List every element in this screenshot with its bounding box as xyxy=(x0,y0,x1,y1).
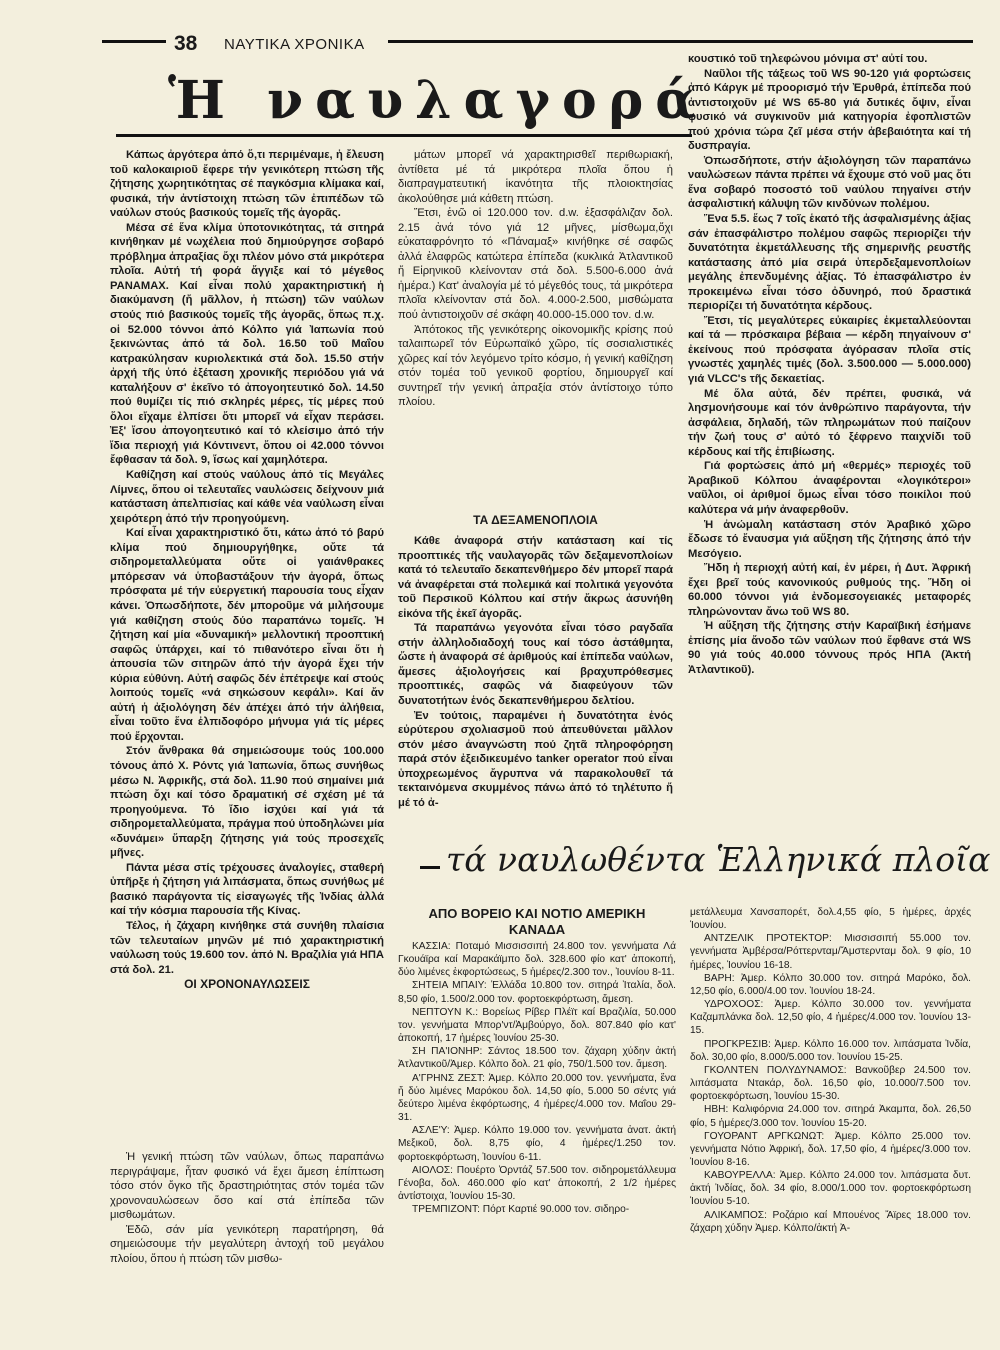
paragraph: Καθίζηση καί στούς ναύλους ἀπό τίς Μεγάλες Λίμνες, ὅπου οἱ τελευταῖες ναυλώσεις δείχνουν μιά κατάσταση ἀπελπισίας καί κάθε νέα ναύλωση εἶναι χειρότερη ἀπό τήν προηγούμενη. xyxy=(110,469,384,525)
header-rule-left xyxy=(102,40,166,43)
paragraph: Ἤδη ἡ περιοχή αὐτή καί, ἐν μέρει, ἡ Δυτ. Ἀφρική ἔχει βρεῖ τούς κανονικούς ρυθμούς της. Ἤδη οἱ 60.000 τόννοι γιά ἐνδομεσογειακές μεταφορές πληρώνονταν ἄνω τοῦ WS 80. xyxy=(688,562,971,618)
paragraph: Ἡ ἀνώμαλη κατάσταση στόν Ἀραβικό χῶρο ἔδωσε τό ἔναυσμα γιά αὔξηση τῆς ζήτησης ἀπό τήν Μεσόγειο. xyxy=(688,518,971,560)
article-column-3 xyxy=(688,52,971,678)
list-item: ΚΑΒΟΥΡΕΛΛΑ: Ἀμερ. Κόλπο 24.000 τον. λιπάσματα δυτ. ἀκτή Ἰνδίας, δολ. 34 φίο, 8.000/1.000 τον. φορτοεκφόρτωση Ἰουνίου 5-10. xyxy=(690,1170,971,1208)
paragraph: Ἔτσι, ἐνῶ οἱ 120.000 τον. d.w. ἐξασφάλιζαν δολ. 2.15 ἀνά τόνο γιά 12 μῆνες, μίσθωμα,ὄχι εὐκαταφρόνητο τό «Πάναμαξ» κινήθηκε σέ σαφῶς ἀλλά ἐλαφρῶς κατώτερα ἐπίπεδα (κυκλικά Ἀτλαντικοῦ ἤ Εἰρηνικοῦ κλείνονταν στά δολ. 5.500-6.000 ἀνά ἡμέρα.) Κατ' ἀναλογία μέ τό μέγεθός τους, τά μικρότερα πλοῖα κλείνονταν στά δολ. 4.000-2.500, μισθώματα πού ἀντιστοιχοῦν σέ σκάφη 40.000-15.000 τον. d.w. xyxy=(398,207,673,322)
paragraph: Ὁπωσδήποτε, στήν ἀξιολόγηση τῶν παραπάνω ναυλώσεων πάντα πρέπει νά ἔχουμε στό νοῦ μας ὅτι ἕνα σοβαρό ποσοστό τοῦ ναύλου πηγαίνει στήν ἀσφαλιστική κάλυψη τῶν κινδύνων πολέμου. xyxy=(688,154,971,211)
chartered-list-right xyxy=(690,906,971,1235)
list-item: ΝΕΠΤΟΥΝ Κ.: Βορείως Ρίβερ Πλέϊτ καί Βραζιλία, 50.000 τον. γεννήματα Μπορ'ντ/Ἀμβούργο, δολ. 807.840 φίο κατ' ἀποκοπή, 17 ἡμέρες Ἰουνίου 25-30. xyxy=(398,1006,676,1045)
paragraph: Καί εἶναι χαρακτηριστικό ὅτι, κάτω ἀπό τό βαρύ κλίμα πού δημιουργήθηκε, οὔτε τά σιδηρομεταλλεύματα οὔτε οἱ γαιάνθρακες μπόρεσαν νά ὑποβαστάξουν τήν ἀγορά, ὅπως πρόσφατα μέ τήν εὐεργετική παρουσία τους εἶχαν κάνει. Ὁπωσδήποτε, δέν μποροῦμε νά μιλήσουμε γιά καθίζηση στούς δύο παραπάνω τομεῖς. Ἡ ζήτηση καί μία «δυναμική» μελλοντική προοπτική σαφῶς ὑπάρχει, καί τό πιθανότερο εἶναι ὅτι ἡ ἀπουσία τῶν σιτηρῶν ἀπό τήν ἀγορά ἔχει τήν κύρια εὐθύνη. Αὐτή σαφῶς δέν ἐπέτρεψε καί στούς λοιπούς τομεῖς «νά σηκώσουν κεφάλι». Καί ἄν αὐτή ἡ ἀξιολόγηση δέν ἀπέχει ἀπό τήν ἀλήθεια, εἶναι τοῦτο ἕνα ἐλπιδοφόρο μήνυμα γιά τίς μέρες πού ἔρχονται. xyxy=(110,527,384,743)
list-item: ΗΒΗ: Καλιφόρνια 24.000 τον. σιτηρά Ἀκαμπα, δολ. 26,50 φίο, 5 ἡμέρες/3.000 τον. Ἰουνίου 15-20. xyxy=(690,1104,971,1129)
chartered-list-left xyxy=(398,906,676,1216)
paragraph: Ἐν τούτοις, παραμένει ἡ δυνατότητα ἑνός εὐρύτερου σχολιασμοῦ πού ἀπευθύνεται μᾶλλον στόν μέσο ἀναγνώστη πού ζητᾶ πληροφόρηση παρά στόν ἐξειδικευμένο tanker operator πού εἶναι ὑποχρεωμένος ἄγρυπνα νά παρακολουθεῖ τά τεκταινόμενα σκυμμένος πάνω ἀπό τό τηλέτυπο ἤ μέ τό ἀ- xyxy=(398,709,673,809)
list-item: ΓΚΟΛΝΤΕΝ ΠΟΛΥΔΥΝΑΜΟΣ: Βανκοῦβερ 24.500 τον. λιπάσματα Ντακάρ, δολ. 16,50 φίο, 10.000/7.500 τον. φορτοεκφόρτωση, Ἰουνίου 15-30. xyxy=(690,1064,971,1103)
list-item: ΚΑΣΣΙΑ: Ποταμό Μισσισσιπή 24.800 τον. γεννήματα Λά Γκουάϊρα καί Μαρακάϊμπο δολ. 328.600 φίο κατ' ἀποκοπή, δύο λιμένες ἐκφορτώσεως, 5 ἡμέρες/2.300 τον., Ἰουνίου 8-11. xyxy=(398,941,676,979)
article-column-2-tanker xyxy=(398,534,673,810)
paragraph: Μέ ὅλα αὐτά, δέν πρέπει, φυσικά, νά λησμονήσουμε καί τόν ἀνθρώπινο παράγοντα, τήν ἀσφάλεια, δηλαδή, τῶν πληρωμάτων πού παίζουν τήν ζωή τους σ' αὐτό τό ξέφρενο παιχνίδι τοῦ κέρδους καί τῆς ἐπιβίωσης. xyxy=(688,387,971,458)
title-rule xyxy=(116,134,692,137)
tanker-heading: ΤΑ ΔΕΞΑΜΕΝΟΠΛΟΙΑ xyxy=(473,513,598,527)
section-rule xyxy=(420,866,440,869)
region-heading-line-2: ΚΑΝΑΔΑ xyxy=(508,922,566,937)
paragraph: Ἀπότοκος τῆς γενικότερης οἰκονομικῆς κρίσης πού ταλαιπωρεῖ τόν Εὐρωπαϊκό χῶρο, τίς σοσιαλιστικές χῶρες καί τόν λεγόμενο τρίτο κόσμο, ἡ γενική καθίζηση στόν τομέα τοῦ γενικοῦ φορτίου, δημιουργεῖ καί συντηρεῖ τήν γενική ἀπραξία στόν ἀντίστοιχο τύπο πλοίου. xyxy=(398,323,673,409)
list-item: ΣΗ ΠΑ'ΙΟΝΗΡ: Σάντος 18.500 τον. ζάχαρη χύδην ἀκτή Ἀτλαντικοῦ/Ἀμερ. Κόλπο δολ. 21 φίο, 750/1.500 τον. ἄμεση. xyxy=(398,1046,676,1071)
list-item: ΑΣΛΕ'Υ: Ἀμερ. Κόλπο 19.000 τον. γεννήματα ἀνατ. ἀκτή Μεξικοῦ, δολ. 8,75 φίο, 4 ἡμέρες/1.250 τον. φορτοεκφόρτωση, Ἰουνίου 6-11. xyxy=(398,1125,676,1163)
list-item: ΑΛΙΚΑΜΠΟΣ: Ροζάριο καί Μπουένος Ἄϊρες 18.000 τον. ζάχαρη χύδην Ἀμερ. Κόλπο/ἀκτή Ἀ- xyxy=(690,1209,971,1234)
paragraph: Γιά φορτώσεις ἀπό μή «θερμές» περιοχές τοῦ Ἀραβικοῦ Κόλπου ἀναφέρονται «λογικότεροι» ναῦλοι, οἱ ἀριθμοί ὅμως εἶναι τόσο ποικίλοι πού καλύτερα νά μήν ἀναφερθοῦν. xyxy=(688,460,971,516)
list-item: ΤΡΕΜΠΙΖΟΝΤ: Πόρτ Καρτιέ 90.000 τον. σιδηρο- xyxy=(412,1204,630,1216)
region-heading-line-1: ΑΠΟ ΒΟΡΕΙΟ ΚΑΙ ΝΟΤΙΟ ΑΜΕΡΙΚΗ xyxy=(428,906,646,921)
article-title: Ἡ ναυλαγορά xyxy=(168,70,708,131)
article-column-1 xyxy=(110,148,384,992)
list-item: ΥΔΡΟΧΟΟΣ: Ἀμερ. Κόλπο 30.000 τον. γεννήματα Καζαμπλάνκα δολ. 12,50 φίο, 4 ἡμέρες/4.000 τον. Ἰουνίου 13-15. xyxy=(690,999,971,1037)
paragraph: Ναῦλοι τῆς τάξεως τοῦ WS 90-120 γιά φορτώσεις ἀπό Κάργκ μέ προορισμό τήν Ἐρυθρά, ἐπίπεδα πού ἀντιστοιχοῦν μέ WS 65-80 γιά δυτικές ὄψιν, εἶναι φυσικό νά συγκινοῦν μιά κατηγορία ἐφοπλιστῶν πού χρόνια τώρα ζεῖ μέσα στήν ἀβεβαιότητα καί τή δυσπραγία. xyxy=(688,67,971,153)
list-item: ΑΙΟΛΟΣ: Πουέρτο Ὀρντάζ 57.500 τον. σιδηρομετάλλευμα Γένοβα, δολ. 460.000 φίο κατ' ἀποκοπή, 2 1/2 ἡμέρες ἀντίστοιχα, Ἰουνίου 15-30. xyxy=(398,1164,676,1202)
publication-name: ΝΑΥΤΙΚΑ ΧΡΟΝΙΚΑ xyxy=(224,36,365,53)
paragraph: μάτων μπορεῖ νά χαρακτηρισθεῖ περιθωριακή, ἀντίθετα μέ τά μικρότερα πλοῖα ὅπου ἡ διαπραγματευτική ἱκανότητα τῆς πλοιοκτησίας ἀκολούθησε μιά κάθετη πτώση. xyxy=(398,149,673,205)
paragraph: Τέλος, ἡ ζάχαρη κινήθηκε στά συνήθη πλαίσια τῶν τελευταίων μηνῶν μέ πιό χαρακτηριστική ναύλωση τούς 19.600 τον. ἀπό Ν. Βραζιλία γιά ΗΠΑ στά δολ. 21. xyxy=(110,919,384,976)
list-item: ΣΗΤΕΙΑ ΜΠΑΙΥ: Ἑλλάδα 10.800 τον. σιτηρά Ἰταλία, δολ. 8,50 φίο, 1.500/2.000 τον. φορτοεκφόρτωση, ἄμεση. xyxy=(398,980,676,1005)
paragraph: κουστικό τοῦ τηλεφώνου μόνιμα στ' αὐτί του. xyxy=(688,53,928,65)
article-column-1-tail xyxy=(110,1150,384,1266)
article-column-2 xyxy=(398,148,673,410)
paragraph: Ἔτσι, τίς μεγαλύτερες εὐκαιρίες ἐκμεταλλεύονται καί τά — πρόσκαιρα βέβαια — κέρδη πηγαίνουν σ' ἐκείνους πού πρόσφατα ἀγόρασαν πλοῖα στίς γνωστές χαμηλές τιμές (δολ. 3.500.000 — 5.000.000) γιά VLCC's τῆς δεκαετίας. xyxy=(688,314,971,386)
list-item: ΒΑΡΗ: Ἀμερ. Κόλπο 30.000 τον. σιτηρά Μαρόκο, δολ. 12,50 φίο, 6.000/4.00 τον. Ἰουνίου 18-24. xyxy=(690,972,971,997)
paragraph: Ἡ αὔξηση τῆς ζήτησης στήν Καραϊβική ἐσήμανε ἐπίσης μία ἄνοδο τῶν ναύλων πού ἔφθανε στά WS 90 γιά τούς 40.000 τόννους πρός ΗΠΑ (Ἀκτή Ἀτλαντικοῦ). xyxy=(688,620,971,676)
list-item: μετάλλευμα Χανσαπορέτ, δολ.4,55 φίο, 5 ἡμέρες, ἀρχές Ἰουνίου. xyxy=(690,907,971,932)
paragraph: Πάντα μέσα στίς τρέχουσες ἀναλογίες, σταθερή ὑπῆρξε ἡ ζήτηση γιά λιπάσματα, ὅπως συνήθως μέ βασικό παράγοντα τίς εἰσαγωγές τῆς Ἰνδίας ἀλλά καί τήν κόσμια παρουσία τῆς Κίνας. xyxy=(110,861,384,918)
chartered-ships-title: τά ναυλωθέντα Ἑλληνικά πλοῖα xyxy=(446,840,991,879)
header-rule-right xyxy=(388,40,973,43)
paragraph: Κάθε ἀναφορά στήν κατάσταση καί τίς προοπτικές τῆς ναυλαγορᾶς τῶν δεξαμενοπλοίων κατά τό τελευταῖο δεκαπενθήμερο δέν μπορεῖ παρά νά ἀναφέρεται στά πολεμικά καί πολιτικά γεγονότα τοῦ Περσικοῦ Κόλπου καί στήν ἄκρως ἀσυνήθη εἰκόνα τῆς ἐκεῖ ἀγορᾶς. xyxy=(398,535,673,620)
paragraph: Κάπως ἀργότερα ἀπό ὅ,τι περιμέναμε, ἡ ἔλευση τοῦ καλοκαιριοῦ ἔφερε τήν γενικότερη πτώση τῆς ζήτησης χωρητικότητας σέ παγκόσμια κλίμακα καί, φυσικά, τήν ἀντίστοιχη πτώση τῶν ἐπιπέδων τῶ ναύλων στούς βασικούς τομεῖς τῆς ἀγορᾶς. xyxy=(110,149,384,220)
list-item: ΓΟΥΟΡΑΝΤ ΑΡΓΚΩΝΩΤ: Ἀμερ. Κόλπο 25.000 τον. γεννήματα Νότιο Ἀφρική, δολ. 17,50 φίο, 4 ἡμέρες/3.000 τον. Ἰουνίου 8-16. xyxy=(690,1130,971,1168)
paragraph: Τά παραπάνω γεγονότα εἶναι τόσο ραγδαῖα στήν ἀλληλοδιαδοχή τους καί τόσο ἀστάθμητα, ὥστε ἡ ἀναφορά σέ ἀριθμούς καί ἐπίπεδα ναύλων, ἄμεσες ἀξιολογήσεις καί βραχυπρόθεσμες προοπτικές, σαφῶς νά διαφεύγουν τῶν δυνατοτήτων ἑνός δεκαπενθήμερου δελτίου. xyxy=(398,622,673,708)
page-number: 38 xyxy=(174,32,198,55)
paragraph: Μέσα σέ ἕνα κλίμα ὑποτονικότητας, τά σιτηρά κινήθηκαν μέ νωχέλεια πού δημιούργησε σοβαρό πρόβλημα ἀπραξίας ὄχι πλέον μόνο στά μικρότερα πλοῖα. Αὐτή τή φορά ἄγγιξε καί τό μέγεθος PANAMAX. Καί εἶναι πολύ χαρακτηριστική ἡ διακύμανση (ἤ μᾶλλον, ἡ πτώση) τῶν ναύλων στούς πιό βασικούς τομεῖς τῆς ἀγορᾶς, ὅπως π.χ. οἱ 52.000 τόννοι ἀπό Κόλπο γιά Ἰαπωνία πού ξεκινώντας ἀπό τά δολ. 16.50 τοῦ Μαΐου κατρακύλησαν κυριολεκτικά στά δολ. 15.50 στήν ἀρχή τῆς ὑπό ἐξέταση χρονικῆς περιόδου γιά νά καταλήξουν σ' ἐκεῖνο τό ἀπογοητευτικό δολ. 14.50 πού θυμίζει τίς πιό σκληρές μέρες, τίς μέρες πού ὅλοι εἴχαμε ἐλπίσει ὅτι μπορεῖ νά εἶχαν περάσει. Ἐξ' ἴσου ἀπογοητευτικό καί τό κλείσιμο ἀπό τήν ἴδια περιοχή γιά Κόντινεντ, ὅπου οἱ 42.000 τόννοι ἔφθασαν τά δολ. 9, ἴσως καί χαμηλότερα. xyxy=(110,221,384,467)
paragraph: Ἐδῶ, σάν μία γενικότερη παρατήρηση, θά σημειώσουμε τήν μεγαλύτερη ἀντοχή τοῦ μεγάλου πλοίου, ὅπου ἡ πτώση τῶν μισθω- xyxy=(110,1223,384,1265)
time-charter-heading: ΟΙ ΧΡΟΝΟΝΑΥΛΩΣΕΙΣ xyxy=(184,977,310,992)
list-item: Α'ΓΡΗΝΣ ΖΕΣΤ: Ἀμερ. Κόλπο 20.000 τον. γεννήματα, ἕνα ἤ δύο λιμένες Μαρόκου δολ. 14,50 φίο, 5.000 50 σέντς γιά δεύτερο λιμένα ἐκφόρτωσης, 4 ἡμέρες/4.000 τον. Μαΐου 29-31. xyxy=(398,1072,676,1124)
list-item: ΑΝΤΖΕΛΙΚ ΠΡΟΤΕΚΤΟΡ: Μισσισσιπή 55.000 τον. γεννήματα Ἀμβέρσα/Ρόττερνταμ/Ἄμστερνταμ δολ. 9 φίο, 10 ἡμέρες, Ἰουνίου 16-18. xyxy=(690,933,971,971)
paragraph: Στόν ἄνθρακα θά σημειώσουμε τούς 100.000 τόνους ἀπό Χ. Ρόντς γιά Ἰαπωνία, ὅπως συνήθως μέσω Ν. Ἀφρικῆς, στά δολ. 11.90 πού σημαίνει μιά πτώση ὄχι καί τόσο δραματική σέ σχέση μέ τά προηγούμενα. Τό ἴδιο ἰσχύει καί γιά τά σιδηρομεταλλεύματα, πράγμα πού ὑποδηλώνει μία «δυνάμει» ὕπαρξη ζήτησης γιά τούς προσεχεῖς μῆνες. xyxy=(110,745,384,860)
paragraph: Ἡ γενική πτώση τῶν ναύλων, ὅπως παραπάνω περιγράψαμε, ἦταν φυσικό νά ἔχει ἄμεση ἐπίπτωση τόσο στόν ὄγκο τῆς δραστηριότητας στόν τομέα τῶν χρονοναυλώσεων ὅσο καί στά ἐπίπεδα τῶν μισθωμάτων. xyxy=(110,1151,384,1222)
region-heading xyxy=(398,906,676,938)
list-item: ΠΡΟΓΚΡΕΣΙΒ: Ἀμερ. Κόλπο 16.000 τον. λιπάσματα Ἰνδία, δολ. 30,00 φίο, 8.000/5.000 τον. Ἰουνίου 15-25. xyxy=(690,1038,971,1063)
paragraph: Ἕνα 5.5. ἕως 7 τοῖς ἑκατό τῆς ἀσφαλισμένης ἀξίας σάν ἐπασφάλιστρο πολέμου σαφῶς περιορίζει τήν δυνατότητα ἐκμετάλλευσης τῆς σημερινῆς ρευστῆς κατάστασης ἀπό μία σειρά ὑπερδεξαμενοπλοίων μεγάλης ἐπενδυμένης ἀξίας. Τό ἐπασφάλιστρο ἐν προκειμένω εἶναι τόσο ὀδυνηρό, πού δραστικά περιορίζει τή δυνατότητα κέρδους. xyxy=(688,213,971,313)
